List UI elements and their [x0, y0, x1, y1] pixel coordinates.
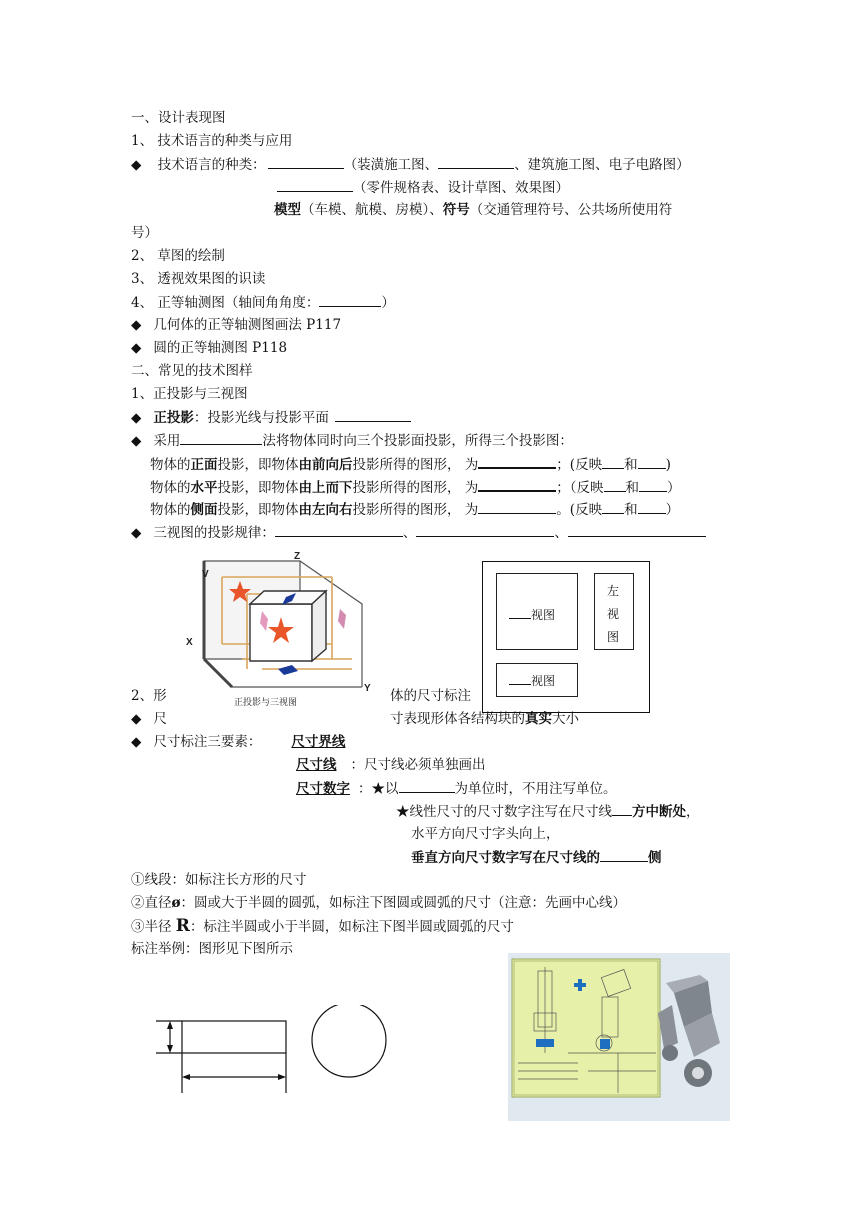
- front-view-box: 视图: [496, 573, 578, 650]
- axis-z-label: Z: [294, 551, 301, 562]
- top-view-box: 视图: [496, 663, 578, 697]
- s2-item2-left: 2、形: [131, 688, 167, 704]
- s2-item2-right: 体的尺寸标注: [390, 688, 471, 704]
- s1-item3: 3、 透视效果图的识读: [131, 271, 266, 287]
- s2-three-elements: ◆ 尺寸标注三要素： 尺寸界线: [131, 734, 346, 750]
- s1-kinds-line2: （零件规格表、设计草图、效果图）: [277, 177, 569, 198]
- dimension-example: [150, 1005, 400, 1105]
- s2-size-bullet-right: 寸表现形体各结构块的真实大小: [390, 711, 579, 727]
- bullet-icon: ◆: [131, 157, 142, 173]
- s2-caiyong: ◆ 采用 法将物体同时向三个投影面投影，所得三个投影图：: [131, 430, 573, 451]
- s2-zhengtouying: ◆ 正投影：投影光线与投影平面: [131, 407, 411, 428]
- s2-e3-line: 尺寸数字 ：★以 为单位时，不用注写单位。: [274, 778, 617, 799]
- s1-bullet1: ◆ 几何体的正等轴测图画法 P117: [131, 317, 342, 333]
- s2-vertical-line: 垂直方向尺寸数字写在尺寸线的 侧: [411, 847, 662, 868]
- s1-kinds-line: ◆ 技术语言的种类： （装潢施工图、 、建筑施工图、电子电路图）: [131, 154, 690, 175]
- bullet-icon: ◆: [131, 410, 142, 426]
- bullet-icon: ◆: [131, 340, 142, 356]
- bullet-icon: ◆: [131, 734, 142, 750]
- s2-linear-line: ★线性尺寸的尺寸数字注写在尺寸线 方中断处，: [396, 801, 700, 822]
- axis-v-label: V: [202, 569, 209, 580]
- s1-item4: 4、 正等轴测图（轴间角角度： ）: [131, 292, 395, 313]
- s2-horizontal-line: 水平方向尺寸字头向上，: [411, 826, 560, 842]
- s2-note1: ①线段：如标注长方形的尺寸: [131, 872, 307, 888]
- s2-row-top: 物体的水平投影，即物体由上而下投影所得的图形， 为 ；（反映 和 ）: [150, 476, 681, 498]
- section1-heading: 一、设计表现图: [131, 110, 226, 126]
- bullet-icon: ◆: [131, 525, 142, 541]
- s2-note3: ③半径 R：标注半圆或小于半圆，如标注下图半圆或圆弧的尺寸: [131, 916, 514, 936]
- engineering-drawing-image: [508, 953, 730, 1121]
- bullet-icon: ◆: [131, 711, 142, 727]
- s1-item2: 2、 草图的绘制: [131, 248, 225, 264]
- s2-row-side: 物体的侧面投影，即物体由左向右投影所得的图形， 为 。(反映 和 ）: [150, 499, 679, 520]
- s2-example: 标注举例：图形见下图所示: [131, 941, 293, 957]
- example-circle: [312, 1005, 386, 1077]
- s1-symbol-tail: 号）: [131, 225, 158, 241]
- example-rectangle: [182, 1021, 286, 1053]
- s2-rule: ◆ 三视图的投影规律： 、 、: [131, 522, 706, 543]
- s1-model-line: 模型（车模、航模、房模）、符号（交通管理符号、公共场所使用符: [274, 202, 673, 218]
- projection-figure: [182, 549, 382, 709]
- s1-bullet2: ◆ 圆的正等轴测图 P118: [131, 340, 288, 356]
- axis-x-label: X: [186, 637, 193, 648]
- s1-item1: 1、 技术语言的种类与应用: [131, 133, 293, 149]
- left-view-box: 左 视 图: [594, 573, 634, 650]
- axis-y-label: Y: [364, 683, 371, 694]
- s2-row-front: 物体的正面投影，即物体由前向后投影所得的图形， 为 ；(反映 和 ): [150, 453, 671, 475]
- figure-caption: 正投影与三视图: [234, 698, 298, 708]
- s2-e2-line: 尺寸线 ：尺寸线必须单独画出: [296, 757, 486, 773]
- s2-note2: ②直径ø：圆或大于半圆的圆弧，如标注下图圆或圆弧的尺寸（注意：先画中心线）: [131, 895, 627, 911]
- section2-heading: 二、常见的技术图样: [131, 363, 253, 379]
- s2-item1: 1、正投影与三视图: [131, 386, 248, 402]
- bullet-icon: ◆: [131, 317, 142, 333]
- bullet-icon: ◆: [131, 433, 142, 449]
- s2-size-bullet-left: ◆ 尺: [131, 711, 167, 727]
